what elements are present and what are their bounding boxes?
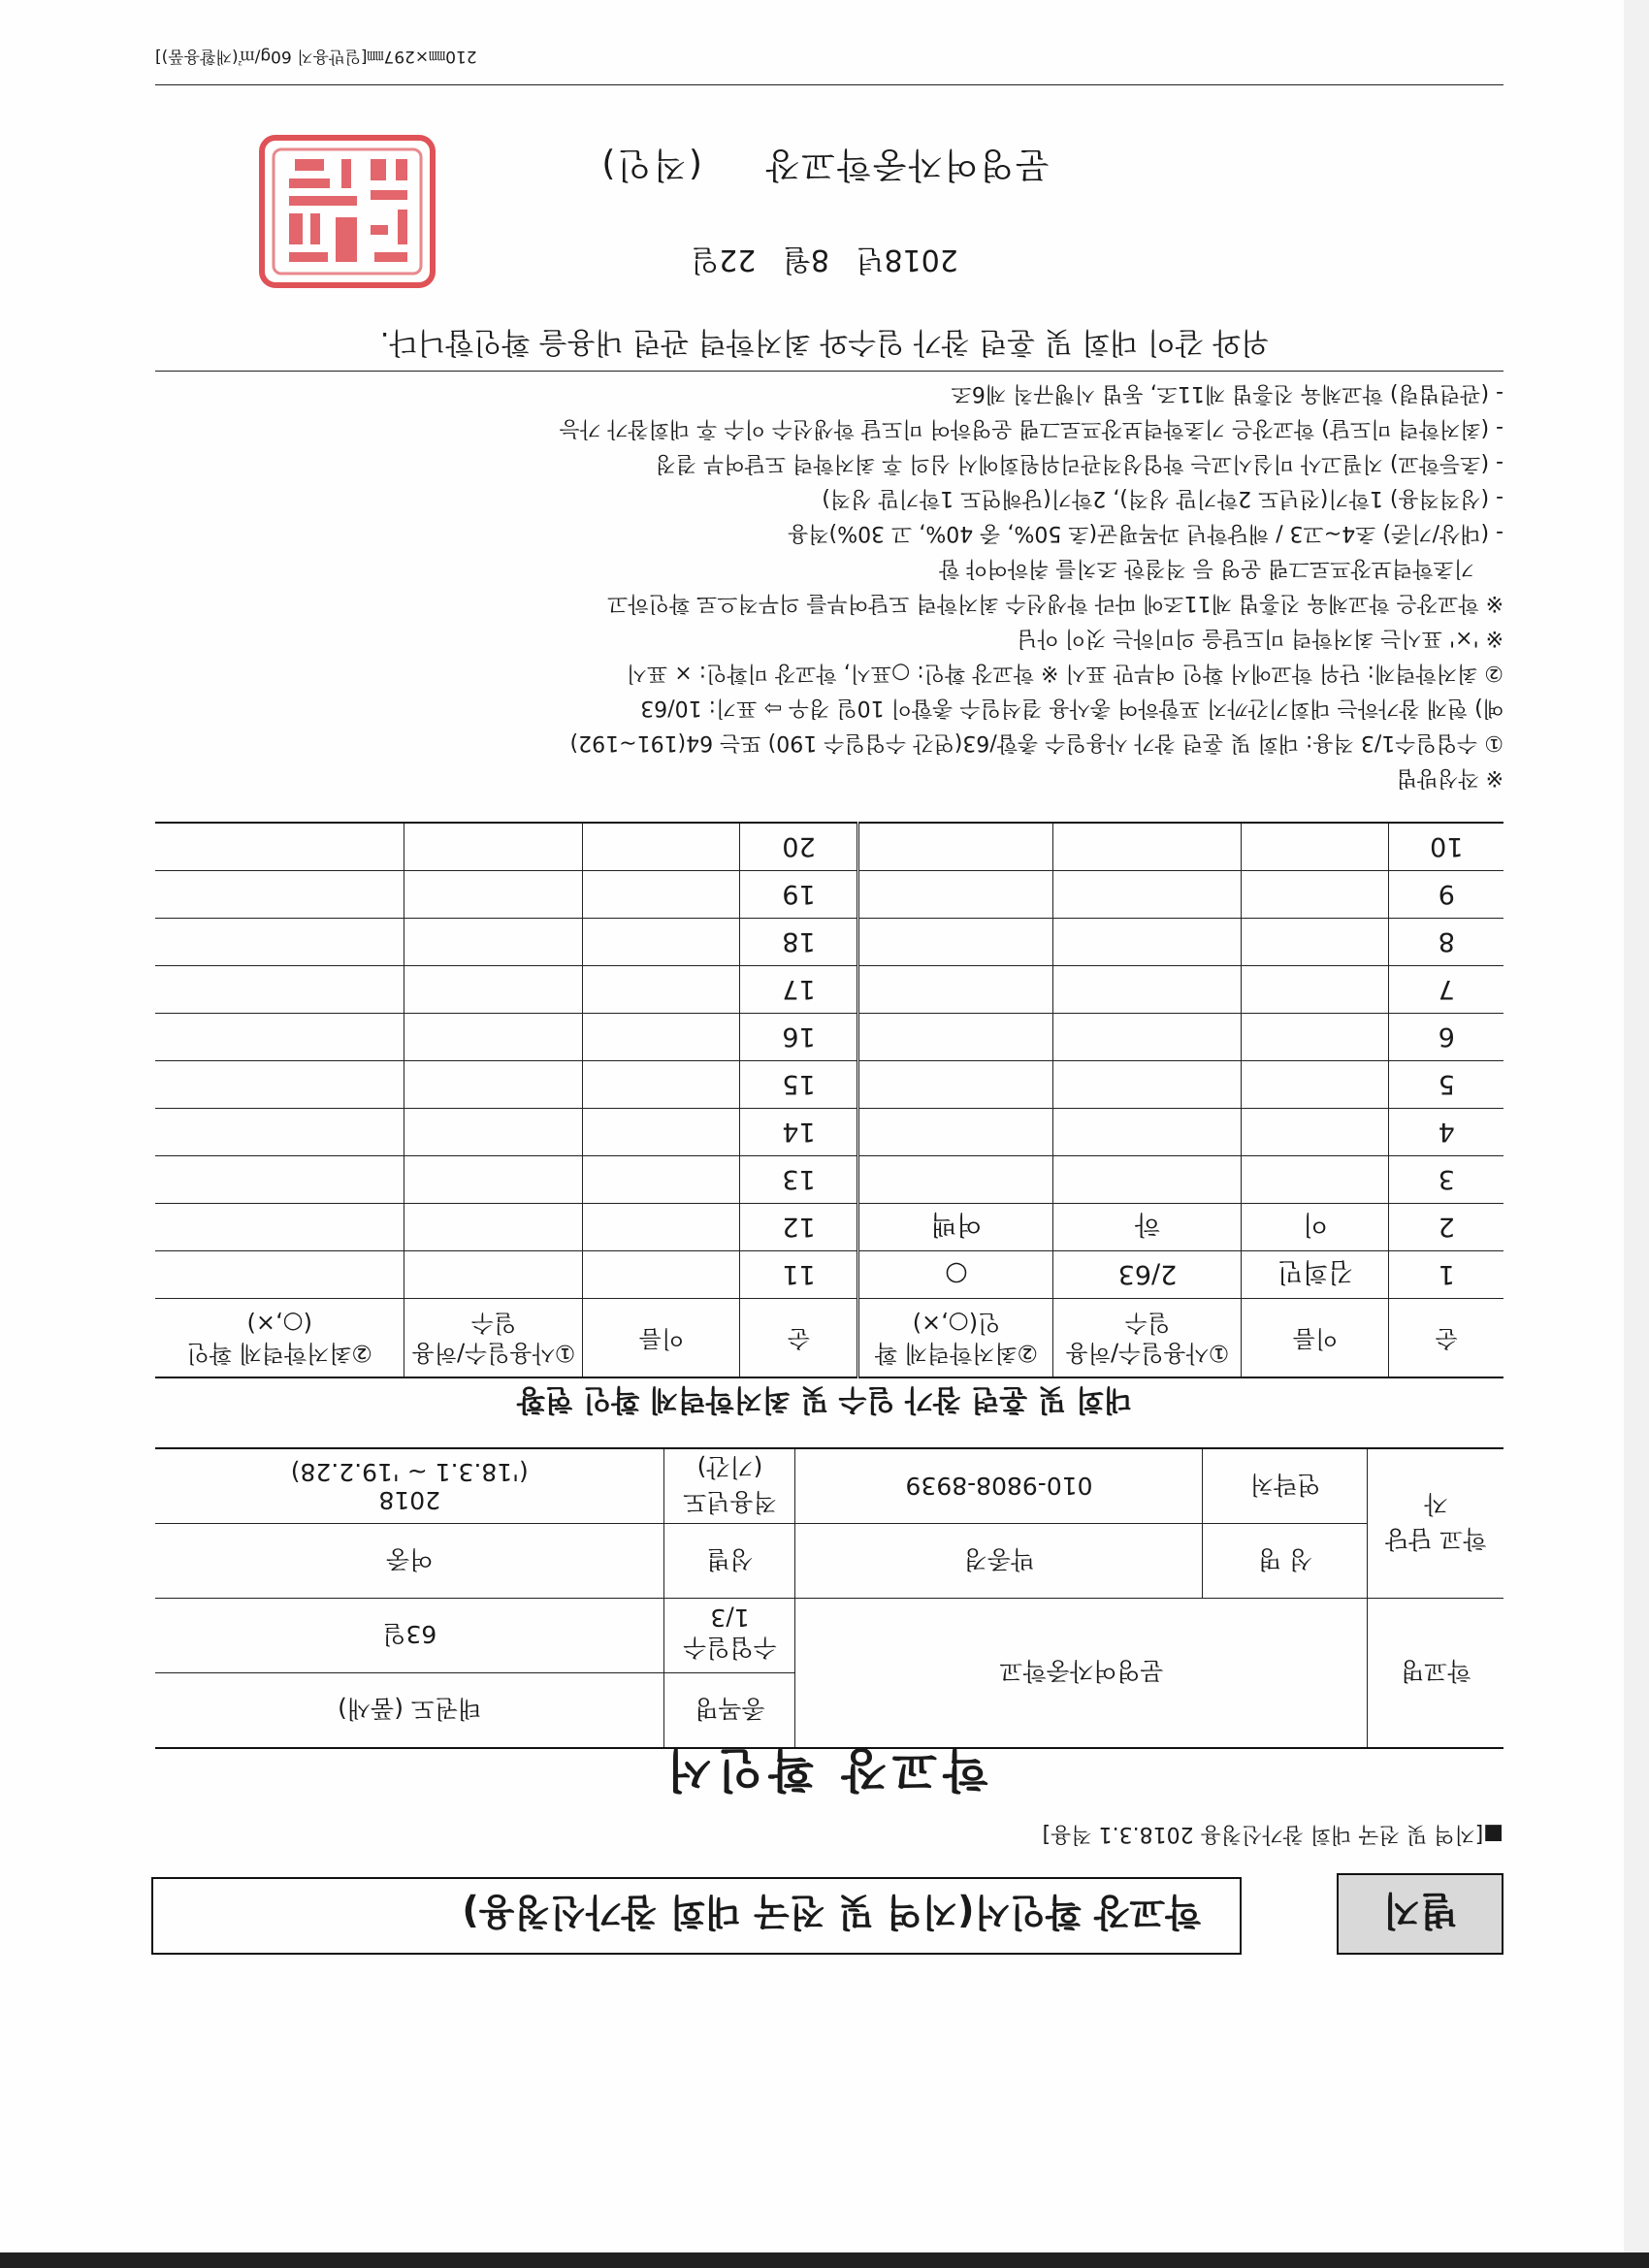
col-header-days: ①사용일수/허용일수: [1053, 1299, 1242, 1378]
year-label: 적용년도 (기간): [664, 1448, 795, 1524]
days-label: 수업일수 1/3: [664, 1599, 795, 1673]
row-check: 여백: [858, 1204, 1053, 1251]
table-row: [155, 1061, 1504, 1109]
principal-name: 문영여자중학교장: [763, 145, 1050, 184]
table-row: [155, 871, 1504, 919]
scan-edge: [0, 2252, 1649, 2268]
seal-label: (직인): [599, 145, 702, 184]
instruction-line: ※ 학교장은 학교체육 진흥법 제11조에 따라 학생선수 최저학력 도달여부를 의무적으로 확인하고: [607, 591, 1504, 615]
row-no: 11: [740, 1251, 858, 1299]
row-no: 17: [740, 966, 858, 1014]
principal-signature: [0, 143, 1649, 192]
row-no: 1: [1389, 1251, 1504, 1299]
contact-value: 010-9808-8939: [795, 1448, 1203, 1524]
row-no: 10: [1389, 823, 1504, 871]
instruction-line: 예) 현재 참가하는 대회기간까지 포함하여 총사용 결석일수 총합이 10일 경우 ⇨ 표기: 10/63: [640, 696, 1504, 720]
confirmation-statement: 위와 같이 대회 및 훈련 참가 일수와 최저학력 관련 내용을 확인합니다.: [379, 325, 1270, 359]
row-no: 5: [1389, 1061, 1504, 1109]
row-no: 20: [740, 823, 858, 871]
date-day: 22일: [691, 243, 757, 276]
instruction-line: - (대상/기준) 초4~고3 / 해당학년 과목평균(초 50%, 중 40%, 고 30%)적용: [788, 521, 1504, 545]
table-row: [155, 919, 1504, 966]
instructions: [146, 371, 1504, 794]
col-header-name: 이름: [583, 1299, 740, 1378]
gender-value: 여중: [155, 1524, 664, 1599]
row-no: 15: [740, 1061, 858, 1109]
row-check: ○: [858, 1251, 1053, 1299]
row-no: 4: [1389, 1109, 1504, 1156]
scan-edge: [1624, 0, 1649, 2268]
table-row: [155, 1156, 1504, 1204]
event-value: 태권도 (품새): [155, 1673, 664, 1749]
col-header-name: 이름: [1242, 1299, 1389, 1378]
col-header-no: 순: [1389, 1299, 1504, 1378]
row-no: 3: [1389, 1156, 1504, 1204]
paper-spec: 210㎜×297㎜[일반용지 60g/㎡(재활용품)]: [155, 47, 477, 66]
issue-date: [0, 242, 1649, 284]
instruction-line: ※ '×' 표시는 최저학력 미도달을 의미하는 것이 아님: [1017, 626, 1504, 650]
instruction-line: ② 최저학력제: 단위 학교에서 확인 여부만 표시 ※ 학교장 확인: ○표시, 학교장 미확인: × 표시: [626, 661, 1504, 685]
table-row: [155, 823, 1504, 871]
apply-note: ■[지역 및 전국 대회 참가신청용 2018.3.1 적용]: [1042, 1822, 1504, 1846]
contact-label: 연락처: [1203, 1448, 1368, 1524]
name-label: 성 명: [1203, 1524, 1368, 1599]
row-days: 2/63: [1053, 1251, 1242, 1299]
name-value: 박종경: [795, 1524, 1203, 1599]
school-label: 학교명: [1368, 1599, 1504, 1749]
row-days: 하: [1053, 1204, 1242, 1251]
instruction-line: - (최저학력 미도달) 학교장은 기초학력보장프로그램 운영하여 미도달 학생선수 이수 후 대회참가 가능: [559, 416, 1504, 440]
school-name: 문영여자중학교: [795, 1599, 1368, 1749]
divider: [155, 84, 1504, 85]
row-no: 9: [1389, 871, 1504, 919]
col-header-check: ②최저학력제 확인(○,×): [155, 1299, 404, 1378]
participation-table: [155, 822, 1504, 1378]
table-title: 대회 및 훈련 참가 일수 및 최저학력제 확인 현황: [516, 1382, 1133, 1416]
row-no: 13: [740, 1156, 858, 1204]
row-no: 14: [740, 1109, 858, 1156]
year-cell: [155, 1448, 664, 1524]
instruction-line: - (초등학교) 지필고사 미실시교는 학업성적관리위원회에서 심의 후 최저학력 도달여부 결정: [655, 451, 1504, 475]
official-seal-icon: [258, 134, 436, 289]
manager-label: 학교 담당자: [1368, 1448, 1504, 1599]
instruction-line: 기초학력보장프로그램 운영 등 적절한 조치를 취하여야 함: [938, 556, 1474, 580]
col-header-no: 순: [740, 1299, 858, 1378]
form-tag: 별지: [1337, 1873, 1504, 1955]
period-value: ('18.3.1 ~ '19.2.28): [290, 1458, 529, 1486]
instruction-line: ① 수업일수1/3 적용: 대회 및 훈련 참가 사용일수 총합/63(연간 수업일수 190) 또는 64(191~192): [569, 730, 1504, 755]
row-no: 19: [740, 871, 858, 919]
row-no: 12: [740, 1204, 858, 1251]
instruction-line: - (성적적용) 1학기(전년도 2학기말 성적), 2학기(당해연도 1학기말 성적): [822, 486, 1504, 510]
row-no: 7: [1389, 966, 1504, 1014]
row-name: 김희민: [1242, 1251, 1389, 1299]
divider: [155, 371, 1504, 372]
table-row: [155, 1251, 1504, 1299]
instructions-heading: ※ 작성방법: [1396, 765, 1504, 790]
col-header-check: ②최저학력제 확인(○,×): [858, 1299, 1053, 1378]
date-month: 8월: [782, 243, 829, 276]
row-no: 2: [1389, 1204, 1504, 1251]
instruction-line: - (관련법령) 학교체육 진흥법 제11조, 동법 시행규칙 제6조: [951, 381, 1504, 405]
year-value: 2018: [378, 1486, 441, 1514]
row-name: 이: [1242, 1204, 1389, 1251]
row-no: 16: [740, 1014, 858, 1061]
header-row: [155, 1299, 1504, 1378]
table-row: [155, 1204, 1504, 1251]
document-title: 학교장 확인서: [661, 1742, 988, 1797]
table-row: [155, 1014, 1504, 1061]
row-no: 8: [1389, 919, 1504, 966]
date-year: 2018년: [856, 243, 958, 276]
event-label: 종목명: [664, 1673, 795, 1749]
row-no: 6: [1389, 1014, 1504, 1061]
table-row: [155, 1109, 1504, 1156]
row-no: 18: [740, 919, 858, 966]
table-row: [155, 966, 1504, 1014]
school-info-table: [155, 1447, 1504, 1749]
form-title: 학교장 확인서(지역 및 전국 대회 참가신청용): [151, 1877, 1242, 1955]
col-header-days: ①사용일수/허용일수: [404, 1299, 583, 1378]
days-value: 63일: [155, 1599, 664, 1673]
gender-label: 성별: [664, 1524, 795, 1599]
